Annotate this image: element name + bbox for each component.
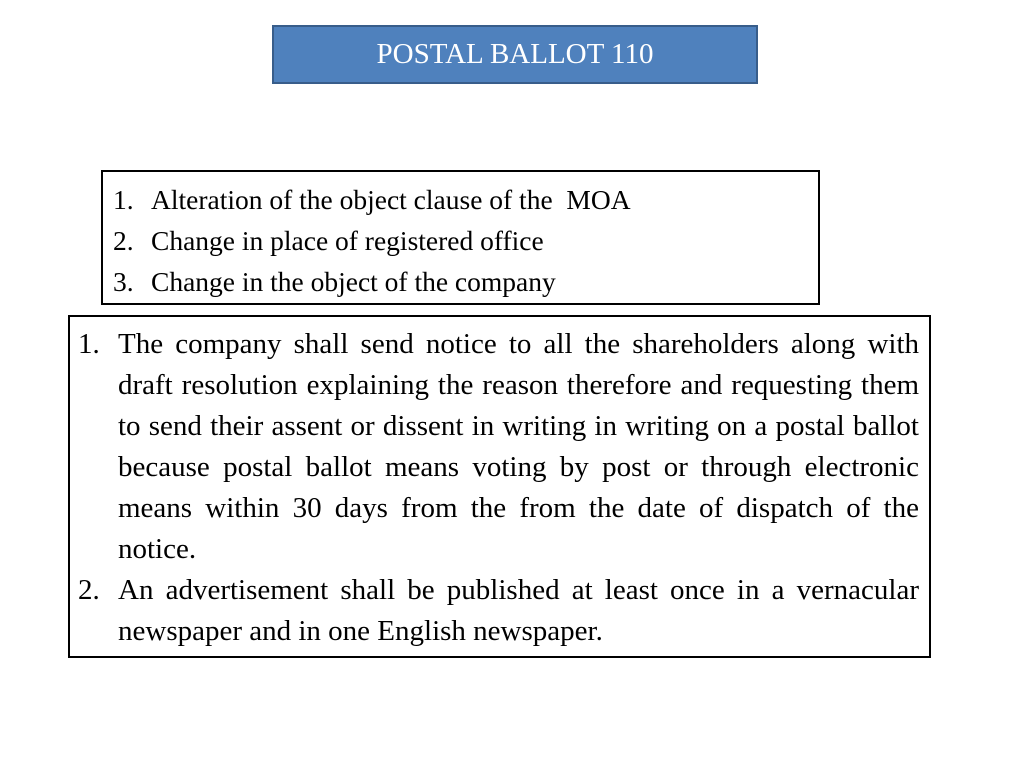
list-item-number: 1. xyxy=(113,184,134,215)
list-item-text: Change in the object of the company xyxy=(151,266,556,297)
list-item xyxy=(113,220,808,261)
list-item-text: Alteration of the object clause of the MOA xyxy=(151,184,631,215)
procedure-list xyxy=(78,324,919,652)
list-item xyxy=(78,324,919,570)
matters-box xyxy=(101,170,820,305)
list-item-number: 1. xyxy=(78,328,100,360)
list-item-number: 2. xyxy=(113,225,134,256)
title-banner xyxy=(272,25,758,84)
procedure-box xyxy=(68,315,931,658)
list-item xyxy=(113,179,808,220)
list-item xyxy=(78,570,919,652)
list-item-number: 2. xyxy=(78,574,100,606)
list-item-number: 3. xyxy=(113,266,134,297)
matters-list xyxy=(113,179,808,302)
list-item-text: An advertisement shall be published at least once in a vernacular newspaper and in one English newspaper. xyxy=(118,574,919,647)
list-item xyxy=(113,261,808,302)
list-item-text: The company shall send notice to all the shareholders along with draft resolution explaining the reason therefore and requesting them to send their assent or dissent in writing in writing on a postal ballot because postal ballot means voting by post or through electronic means within 30 days from the from the date of dispatch of the notice. xyxy=(118,328,919,565)
list-item-text: Change in place of registered office xyxy=(151,225,544,256)
page-title: POSTAL BALLOT 110 xyxy=(376,38,654,70)
